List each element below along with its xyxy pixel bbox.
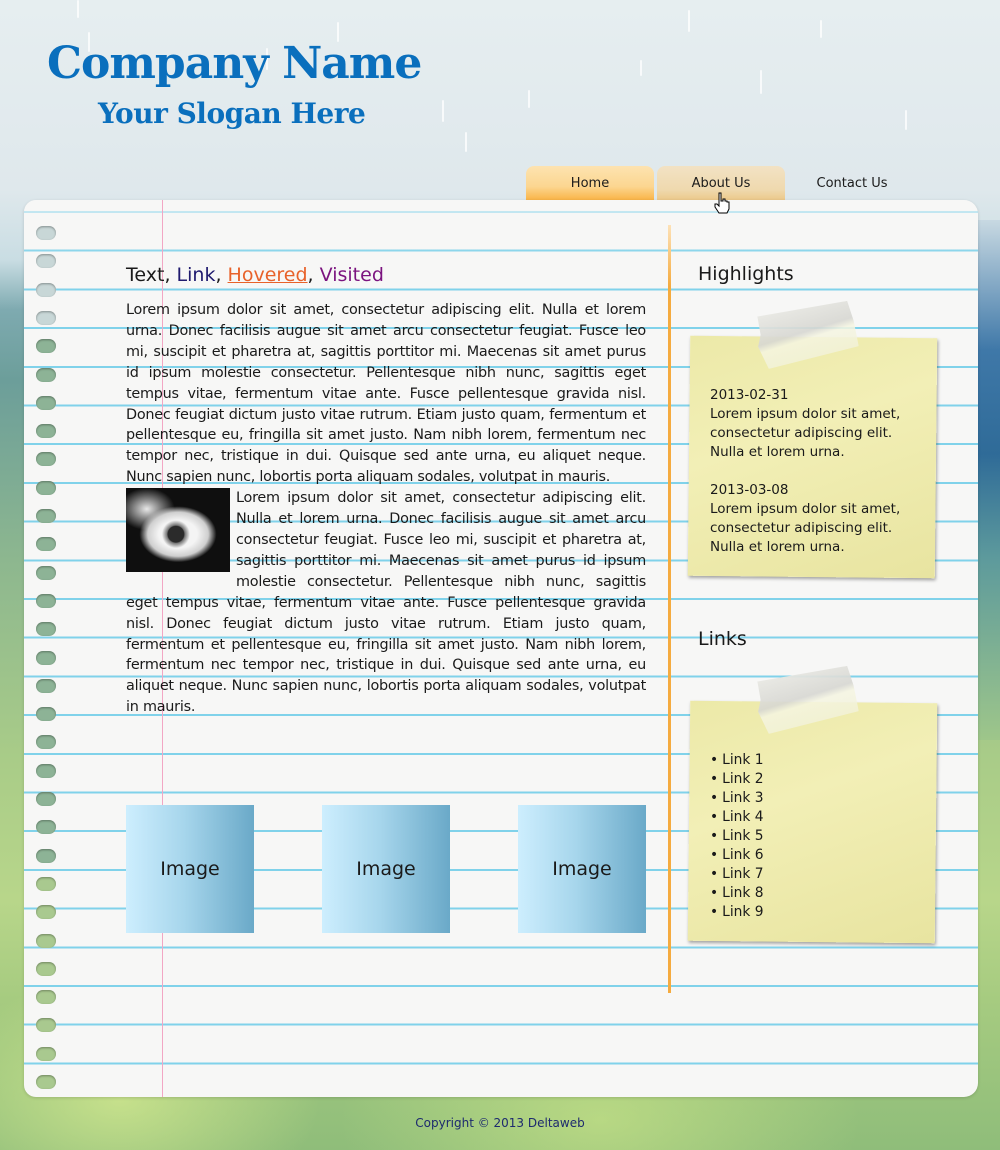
- nav-home[interactable]: Home: [526, 166, 654, 200]
- sidebar-link-4[interactable]: Link 4: [722, 809, 764, 825]
- links-list: [710, 751, 910, 922]
- binder-hole: [36, 481, 56, 495]
- binder-hole: [36, 735, 56, 749]
- nav-contact-us[interactable]: Contact Us: [816, 176, 888, 191]
- links-title: Links: [698, 628, 747, 650]
- heading-separator: ,: [215, 264, 228, 286]
- binder-hole: [36, 905, 56, 919]
- sidebar-link-6[interactable]: Link 6: [722, 847, 764, 863]
- image-label: Image: [356, 858, 416, 880]
- footer-copyright: Copyright © 2013 Deltaweb: [415, 1116, 585, 1130]
- list-item: [710, 808, 910, 827]
- image-label: Image: [552, 858, 612, 880]
- highlight-entry: [710, 481, 925, 557]
- binder-hole: [36, 594, 56, 608]
- sidebar-link-1[interactable]: Link 1: [722, 752, 764, 768]
- highlight-entry: [710, 386, 925, 462]
- heading-hovered-link[interactable]: Hovered: [227, 264, 308, 286]
- binder-hole: [36, 424, 56, 438]
- highlight-text: Lorem ipsum dolor sit amet, consectetur adipiscing elit. Nulla et lorem urna.: [710, 406, 901, 460]
- list-item: [710, 865, 910, 884]
- binder-hole: [36, 679, 56, 693]
- nav-about-us[interactable]: About Us: [657, 166, 785, 200]
- heading-separator: ,: [307, 264, 320, 286]
- sidebar-link-8[interactable]: Link 8: [722, 885, 764, 901]
- binder-hole: [36, 820, 56, 834]
- background-sky-edge: [978, 220, 1000, 740]
- binder-hole: [36, 877, 56, 891]
- binder-hole: [36, 311, 56, 325]
- column-divider: [668, 225, 671, 993]
- binder-hole: [36, 537, 56, 551]
- binder-hole: [36, 1018, 56, 1032]
- binder-hole: [36, 651, 56, 665]
- flower-image: [126, 488, 230, 572]
- binder-hole: [36, 254, 56, 268]
- list-item: [710, 884, 910, 903]
- highlights-title: Highlights: [698, 263, 794, 285]
- binder-hole: [36, 990, 56, 1004]
- highlight-date: 2013-03-08: [710, 482, 789, 498]
- slogan: Your Slogan Here: [98, 97, 366, 130]
- list-item: [710, 846, 910, 865]
- content-heading: [126, 262, 646, 288]
- binder-hole: [36, 707, 56, 721]
- binder-hole: [36, 934, 56, 948]
- image-placeholder[interactable]: [322, 805, 450, 933]
- binder-hole: [36, 452, 56, 466]
- company-name[interactable]: Company Name: [47, 38, 422, 89]
- sidebar-link-5[interactable]: Link 5: [722, 828, 764, 844]
- main-content: [126, 262, 646, 718]
- binder-hole: [36, 566, 56, 580]
- image-placeholder[interactable]: [126, 805, 254, 933]
- binder-hole: [36, 849, 56, 863]
- list-item: [710, 903, 910, 922]
- heading-visited-link[interactable]: Visited: [319, 264, 384, 286]
- list-item: [710, 770, 910, 789]
- sidebar-link-9[interactable]: Link 9: [722, 904, 764, 920]
- highlight-text: Lorem ipsum dolor sit amet, consectetur adipiscing elit. Nulla et lorem urna.: [710, 501, 901, 555]
- hand-cursor-icon: [713, 192, 731, 214]
- image-placeholder[interactable]: [518, 805, 646, 933]
- binder-hole: [36, 792, 56, 806]
- highlight-date: 2013-02-31: [710, 387, 789, 403]
- binder-hole: [36, 1075, 56, 1089]
- list-item: [710, 789, 910, 808]
- binder-hole: [36, 226, 56, 240]
- binder-hole: [36, 368, 56, 382]
- list-item: [710, 751, 910, 770]
- image-gallery: [126, 805, 646, 933]
- binder-hole: [36, 622, 56, 636]
- binder-hole: [36, 339, 56, 353]
- heading-link[interactable]: Link: [176, 264, 216, 286]
- paragraph-1: Lorem ipsum dolor sit amet, consectetur adipiscing elit. Nulla et lorem urna. Donec facilisis augue sit amet arcu consectetur feugiat. Fusce leo mi, suscipit et pharetra at, sagittis porttitor mi. Maecenas sit amet purus id ipsum molestie consectetur. Pellentesque nibh nunc, sagittis eget tempus vitae, fermentum vitae ante. Fusce pellentesque gravida nisl. Donec feugiat dictum justo vitae rutrum. Etiam justo quam, fermentum et pellentesque eu, fringilla sit amet justo. Nam nibh lorem, fermentum nec tempor nec, tristique in dui. Quisque sed ante urna, eu aliquet neque. Nunc sapien nunc, lobortis porta aliquam sodales, volutpat in mauris.: [126, 302, 646, 486]
- heading-separator: ,: [164, 264, 177, 286]
- sidebar-link-3[interactable]: Link 3: [722, 790, 764, 806]
- paragraph-2: Lorem ipsum dolor sit amet, consectetur adipiscing elit. Nulla et lorem urna. Donec facilisis augue sit amet arcu consectetur feugiat. Fusce leo mi, suscipit et pharetra at, sagittis porttitor mi. Maecenas sit amet purus id ipsum molestie consectetur. Pellentesque nibh nunc, sagittis eget tempus vitae, fermentum vitae ante. Fusce pellentesque gravida nisl. Donec feugiat dictum justo vitae rutrum. Etiam justo quam, fermentum et pellentesque eu, fringilla sit amet justo. Nam nibh lorem, fermentum nec tempor nec, tristique in dui. Quisque sed ante urna, eu aliquet neque. Nunc sapien nunc, lobortis porta aliquam sodales, volutpat in mauris.: [126, 490, 646, 716]
- binder-hole: [36, 962, 56, 976]
- paragraph-2-block: [126, 488, 646, 718]
- binder-hole: [36, 1047, 56, 1061]
- sidebar-link-7[interactable]: Link 7: [722, 866, 764, 882]
- binder-hole: [36, 509, 56, 523]
- list-item: [710, 827, 910, 846]
- binder-hole: [36, 764, 56, 778]
- binder-hole: [36, 396, 56, 410]
- image-label: Image: [160, 858, 220, 880]
- binder-hole: [36, 283, 56, 297]
- sidebar-link-2[interactable]: Link 2: [722, 771, 764, 787]
- heading-text: Text: [126, 264, 165, 286]
- highlights-list: [710, 386, 925, 576]
